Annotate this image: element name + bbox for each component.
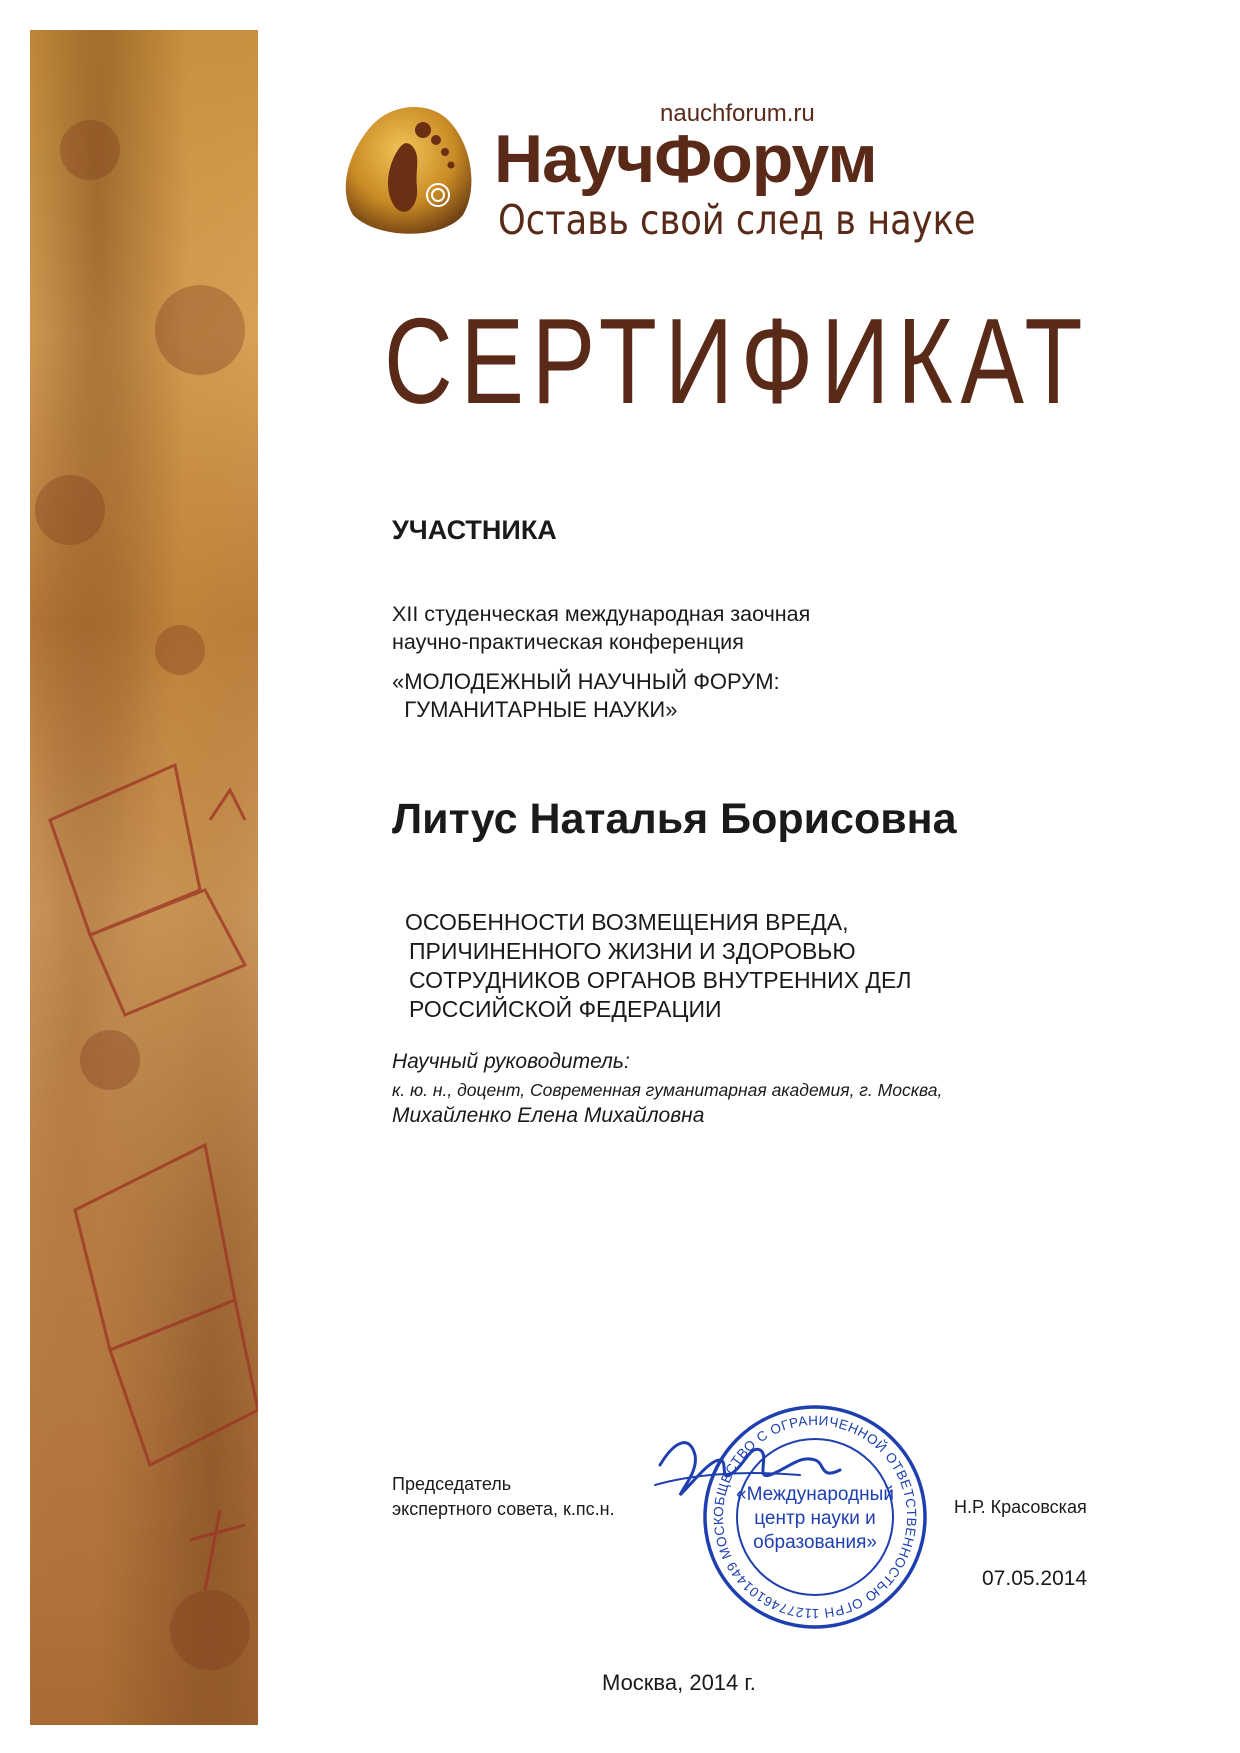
chair-name: Н.Р. Красовская [954, 1497, 1087, 1517]
topic-line: РОССИЙСКОЙ ФЕДЕРАЦИИ [409, 996, 722, 1022]
brand-name: НаучФорум [494, 121, 877, 197]
conference-name-line: ГУМАНИТАРНЫЕ НАУКИ» [392, 697, 678, 722]
conference-line: научно-практическая конференция [392, 630, 744, 654]
chair-signature [650, 1425, 850, 1515]
issue-date: 07.05.2014 [982, 1567, 1088, 1590]
decorative-side-band [30, 30, 258, 1725]
chair-title [392, 1472, 615, 1522]
brand-slogan: Оставь свой след в науке [498, 196, 976, 244]
conference-name-line: «МОЛОДЕЖНЫЙ НАУЧНЫЙ ФОРУМ: [392, 669, 780, 694]
chair-title-line: Председатель [392, 1474, 512, 1494]
stamp-center-line: образования» [753, 1532, 877, 1553]
supervisor-details: к. ю. н., доцент, Современная гуманитарная академия, г. Москва, [392, 1080, 943, 1100]
certificate-title: СЕРТИФИКАТ [384, 293, 1091, 429]
certificate-role: УЧАСТНИКА [392, 515, 557, 545]
footprint-stone-icon [333, 95, 483, 245]
paper-topic [405, 908, 911, 1024]
stamp-center-line: «Международный [736, 1484, 894, 1505]
chair-title-line: экспертного совета, к.пс.н. [392, 1499, 615, 1519]
stamp-ring-text: ОБЩЕСТВО С ОГРАНИЧЕННОЙ ОТВЕТСТВЕННОСТЬЮ ОГРН 1127746101449 МОСК [710, 1412, 920, 1622]
topic-line: ПРИЧИНЕННОГО ЖИЗНИ И ЗДОРОВЬЮ [409, 938, 856, 964]
stamp-center-line: центр науки и [754, 1508, 876, 1529]
conference-line: XII студенческая международная заочная [392, 602, 811, 626]
rock-art-illustration [30, 30, 258, 1725]
conference-name [392, 668, 780, 724]
supervisor-name: Михайленко Елена Михайловна [392, 1104, 705, 1127]
topic-line: СОТРУДНИКОВ ОРГАНОВ ВНУТРЕННИХ ДЕЛ [409, 967, 912, 993]
handwritten-signature [650, 1425, 850, 1515]
topic-line: ОСОБЕННОСТИ ВОЗМЕЩЕНИЯ ВРЕДА, [405, 909, 849, 935]
conference-description [392, 600, 810, 656]
nauchforum-logo [333, 95, 483, 245]
city-year: Москва, 2014 г. [602, 1670, 756, 1695]
participant-name: Литус Наталья Борисовна [392, 795, 957, 843]
supervisor-label: Научный руководитель: [392, 1050, 630, 1073]
site-url: nauchforum.ru [660, 100, 815, 127]
